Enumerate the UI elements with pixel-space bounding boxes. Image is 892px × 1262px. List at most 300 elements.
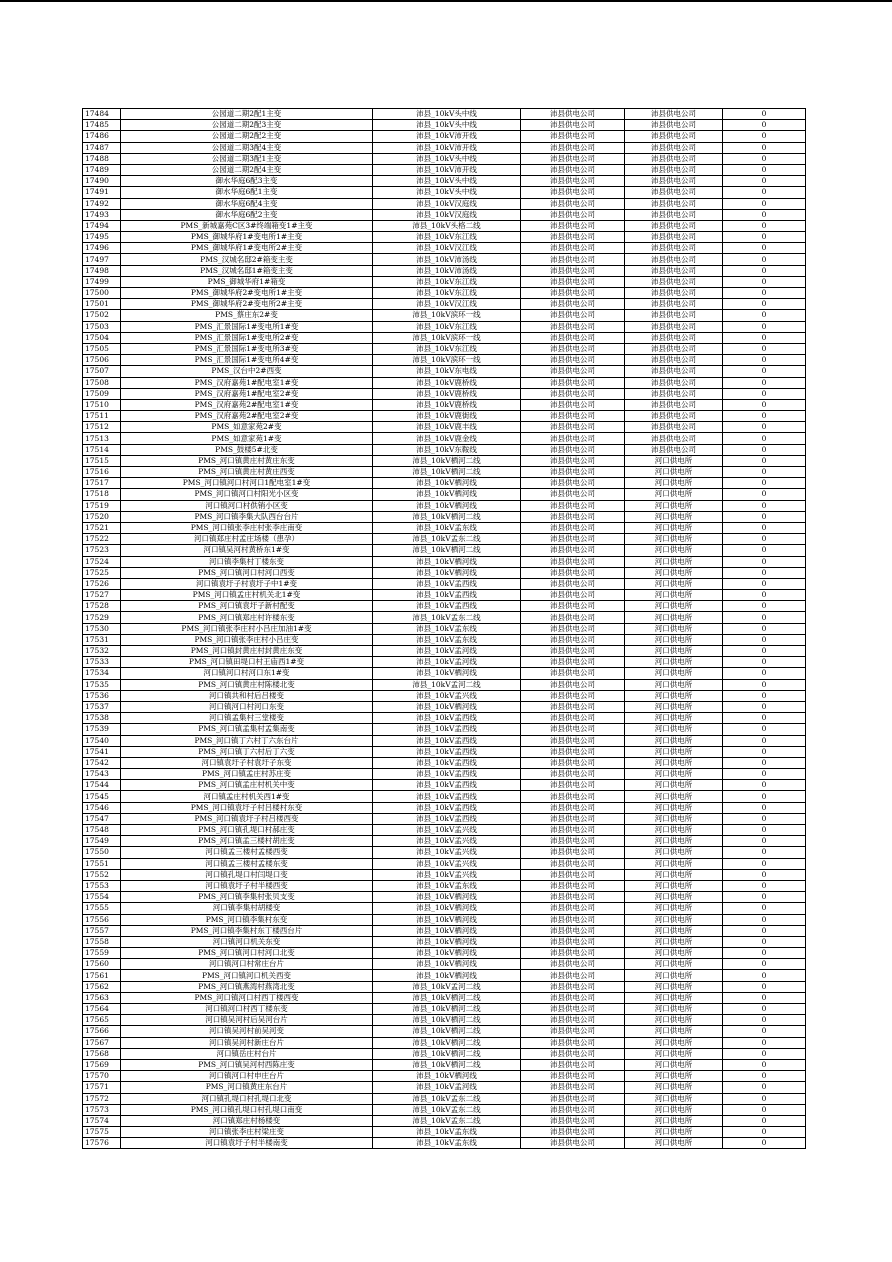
station-cell: 河口供电所 (625, 970, 723, 981)
station-cell: 河口供电所 (625, 545, 723, 556)
feeder-line-cell: 沛县_10kV孟东线 (373, 880, 521, 891)
value-cell: 0 (723, 433, 806, 444)
value-cell: 0 (723, 780, 806, 791)
table-row (83, 399, 806, 410)
value-cell: 0 (723, 735, 806, 746)
transformer-name-cell: PMS_河口镇李集村东变 (121, 914, 373, 925)
transformer-name-cell: 河口镇孔堤口村闫堤口变 (121, 869, 373, 880)
company-cell: 沛县供电公司 (521, 925, 625, 936)
table-row (83, 936, 806, 947)
station-cell: 河口供电所 (625, 489, 723, 500)
transformer-name-cell: 河口镇袁圩子村袁圩子中1#变 (121, 578, 373, 589)
row-id-cell: 17564 (83, 1004, 121, 1015)
company-cell: 沛县供电公司 (521, 254, 625, 265)
row-id-cell: 17495 (83, 232, 121, 243)
feeder-line-cell: 沛县_10kV孟兴线 (373, 836, 521, 847)
feeder-line-cell: 沛县_10kV孟河线 (373, 1082, 521, 1093)
row-id-cell: 17573 (83, 1104, 121, 1115)
station-cell: 河口供电所 (625, 724, 723, 735)
feeder-line-cell: 沛县_10kV孟兴线 (373, 690, 521, 701)
value-cell: 0 (723, 377, 806, 388)
feeder-line-cell: 沛县_10kV栖河线 (373, 936, 521, 947)
company-cell: 沛县供电公司 (521, 1048, 625, 1059)
table-row (83, 590, 806, 601)
feeder-line-cell: 沛县_10kV孟西线 (373, 757, 521, 768)
row-id-cell: 17531 (83, 634, 121, 645)
station-cell: 河口供电所 (625, 1059, 723, 1070)
value-cell: 0 (723, 612, 806, 623)
feeder-line-cell: 沛县_10kV栖河线 (373, 970, 521, 981)
table-row (83, 948, 806, 959)
feeder-line-cell: 沛县_10kV孟兴线 (373, 869, 521, 880)
feeder-line-cell: 沛县_10kV栖河线 (373, 478, 521, 489)
station-cell: 沛县供电公司 (625, 153, 723, 164)
table-row (83, 109, 806, 120)
company-cell: 沛县供电公司 (521, 209, 625, 220)
company-cell: 沛县供电公司 (521, 757, 625, 768)
feeder-line-cell: 沛县_10kV栖河线 (373, 914, 521, 925)
company-cell: 沛县供电公司 (521, 220, 625, 231)
row-id-cell: 17574 (83, 1115, 121, 1126)
feeder-line-cell: 沛县_10kV孟西线 (373, 713, 521, 724)
company-cell: 沛县供电公司 (521, 802, 625, 813)
feeder-line-cell: 沛县_10kV栖河线 (373, 948, 521, 959)
transformer-name-cell: 河口镇孟三楼村孟楼西变 (121, 847, 373, 858)
transformer-name-cell: PMS_河口镇李集村张贝支变 (121, 892, 373, 903)
row-id-cell: 17490 (83, 176, 121, 187)
row-id-cell: 17543 (83, 769, 121, 780)
transformer-name-cell: PMS_河口镇袁圩子村吕楼西变 (121, 813, 373, 824)
value-cell: 0 (723, 590, 806, 601)
row-id-cell: 17487 (83, 142, 121, 153)
value-cell: 0 (723, 265, 806, 276)
feeder-line-cell: 沛县_10kV孟西线 (373, 813, 521, 824)
company-cell: 沛县供电公司 (521, 556, 625, 567)
table-row (83, 1059, 806, 1070)
station-cell: 沛县供电公司 (625, 411, 723, 422)
station-cell: 河口供电所 (625, 1104, 723, 1115)
company-cell: 沛县供电公司 (521, 176, 625, 187)
row-id-cell: 17528 (83, 601, 121, 612)
company-cell: 沛县供电公司 (521, 444, 625, 455)
transformer-name-cell: PMS_河口镇孔堤口村郝庄变 (121, 825, 373, 836)
row-id-cell: 17566 (83, 1026, 121, 1037)
company-cell: 沛县供电公司 (521, 858, 625, 869)
station-cell: 河口供电所 (625, 634, 723, 645)
table-row (83, 836, 806, 847)
feeder-line-cell: 沛县_10kV栖河二线 (373, 1048, 521, 1059)
table-row (83, 1093, 806, 1104)
company-cell: 沛县供电公司 (521, 310, 625, 321)
station-cell: 沛县供电公司 (625, 220, 723, 231)
station-cell: 河口供电所 (625, 836, 723, 847)
company-cell: 沛县供电公司 (521, 500, 625, 511)
feeder-line-cell: 沛县_10kV孟东二线 (373, 534, 521, 545)
table-row (83, 209, 806, 220)
transformer-name-cell: 河口镇吴河村前吴河变 (121, 1026, 373, 1037)
table-row (83, 769, 806, 780)
value-cell: 0 (723, 970, 806, 981)
feeder-line-cell: 沛县_10kV孟兴线 (373, 858, 521, 869)
transformer-name-cell: 河口镇吴河村后吴河台片 (121, 1015, 373, 1026)
station-cell: 河口供电所 (625, 746, 723, 757)
row-id-cell: 17507 (83, 366, 121, 377)
row-id-cell: 17544 (83, 780, 121, 791)
transformer-name-cell: 河口镇孔堤口村孔堤口北变 (121, 1093, 373, 1104)
table-row (83, 1104, 806, 1115)
company-cell: 沛县供电公司 (521, 601, 625, 612)
value-cell: 0 (723, 892, 806, 903)
transformer-name-cell: PMS_御城华府1#变电所1#主变 (121, 232, 373, 243)
table-row (83, 992, 806, 1003)
station-cell: 河口供电所 (625, 690, 723, 701)
feeder-line-cell: 沛县_10kV栖河二线 (373, 1015, 521, 1026)
company-cell: 沛县供电公司 (521, 936, 625, 947)
table-row (83, 187, 806, 198)
company-cell: 沛县供电公司 (521, 769, 625, 780)
transformer-name-cell: 公园道二期3配4主变 (121, 142, 373, 153)
table-row (83, 467, 806, 478)
table-row (83, 1082, 806, 1093)
station-cell: 沛县供电公司 (625, 109, 723, 120)
table-row (83, 1138, 806, 1149)
feeder-line-cell: 沛县_10kV东江线 (373, 343, 521, 354)
value-cell: 0 (723, 936, 806, 947)
company-cell: 沛县供电公司 (521, 959, 625, 970)
table-row (83, 925, 806, 936)
feeder-line-cell: 沛县_10kV汉庭线 (373, 209, 521, 220)
feeder-line-cell: 沛县_10kV孟东线 (373, 1138, 521, 1149)
station-cell: 沛县供电公司 (625, 120, 723, 131)
station-cell: 河口供电所 (625, 791, 723, 802)
company-cell: 沛县供电公司 (521, 522, 625, 533)
transformer-name-cell: 河口镇河口村申庄台片 (121, 1071, 373, 1082)
table-row (83, 657, 806, 668)
row-id-cell: 17556 (83, 914, 121, 925)
company-cell: 沛县供电公司 (521, 780, 625, 791)
value-cell: 0 (723, 153, 806, 164)
row-id-cell: 17514 (83, 444, 121, 455)
value-cell: 0 (723, 981, 806, 992)
value-cell: 0 (723, 399, 806, 410)
value-cell: 0 (723, 858, 806, 869)
row-id-cell: 17536 (83, 690, 121, 701)
company-cell: 沛县供电公司 (521, 243, 625, 254)
company-cell: 沛县供电公司 (521, 1015, 625, 1026)
value-cell: 0 (723, 164, 806, 175)
row-id-cell: 17523 (83, 545, 121, 556)
transformer-name-cell: PMS_河口镇袁圩子村吕楼村东变 (121, 802, 373, 813)
feeder-line-cell: 沛县_10kV滨环一线 (373, 355, 521, 366)
value-cell: 0 (723, 634, 806, 645)
value-cell: 0 (723, 1026, 806, 1037)
row-id-cell: 17509 (83, 388, 121, 399)
company-cell: 沛县供电公司 (521, 332, 625, 343)
transformer-name-cell: PMS_河口镇孔堤口村孔堤口南变 (121, 1104, 373, 1115)
table-row (83, 388, 806, 399)
company-cell: 沛县供电公司 (521, 1082, 625, 1093)
row-id-cell: 17493 (83, 209, 121, 220)
feeder-line-cell: 沛县_10kV鹿街线 (373, 411, 521, 422)
company-cell: 沛县供电公司 (521, 377, 625, 388)
transformer-name-cell: 河口镇郑庄村孟庄场楼（患孕） (121, 534, 373, 545)
company-cell: 沛县供电公司 (521, 478, 625, 489)
transformer-name-cell: PMS_河口镇李集大队西台台片 (121, 511, 373, 522)
station-cell: 沛县供电公司 (625, 254, 723, 265)
row-id-cell: 17557 (83, 925, 121, 936)
table-row (83, 120, 806, 131)
value-cell: 0 (723, 288, 806, 299)
transformer-name-cell: 公园道二期2配4主变 (121, 164, 373, 175)
station-cell: 沛县供电公司 (625, 276, 723, 287)
row-id-cell: 17508 (83, 377, 121, 388)
company-cell: 沛县供电公司 (521, 276, 625, 287)
table-row (83, 142, 806, 153)
feeder-line-cell: 沛县_10kV东江线 (373, 276, 521, 287)
table-row (83, 1015, 806, 1026)
station-cell: 河口供电所 (625, 601, 723, 612)
transformer-name-cell: 御水华庭6配3主变 (121, 176, 373, 187)
row-id-cell: 17502 (83, 310, 121, 321)
company-cell: 沛县供电公司 (521, 467, 625, 478)
transformer-name-cell: PMS_御城华府1#箱变 (121, 276, 373, 287)
row-id-cell: 17526 (83, 578, 121, 589)
value-cell: 0 (723, 1127, 806, 1138)
transformer-name-cell: 河口镇孟集村三堂楼变 (121, 713, 373, 724)
feeder-line-cell: 沛县_10kV汉庭线 (373, 198, 521, 209)
row-id-cell: 17506 (83, 355, 121, 366)
transformer-name-cell: 公园道二期2配1主变 (121, 109, 373, 120)
transformer-name-cell: 河口镇吴河村黄桥东1#变 (121, 545, 373, 556)
row-id-cell: 17489 (83, 164, 121, 175)
table-body (83, 109, 806, 1149)
company-cell: 沛县供电公司 (521, 981, 625, 992)
company-cell: 沛县供电公司 (521, 701, 625, 712)
value-cell: 0 (723, 131, 806, 142)
company-cell: 沛县供电公司 (521, 847, 625, 858)
feeder-line-cell: 沛县_10kV栖河线 (373, 701, 521, 712)
transformer-name-cell: PMS_河口镇孟庄村机关北1#变 (121, 590, 373, 601)
row-id-cell: 17503 (83, 321, 121, 332)
row-id-cell: 17547 (83, 813, 121, 824)
feeder-line-cell: 沛县_10kV栖河二线 (373, 455, 521, 466)
feeder-line-cell: 沛县_10kV孟河二线 (373, 679, 521, 690)
transformer-name-cell: PMS_汉台中2#西变 (121, 366, 373, 377)
value-cell: 0 (723, 455, 806, 466)
transformer-name-cell: 河口镇岳庄村台片 (121, 1048, 373, 1059)
transformer-name-cell: 河口镇吴河村新庄台片 (121, 1037, 373, 1048)
value-cell: 0 (723, 198, 806, 209)
table-row (83, 780, 806, 791)
table-row (83, 813, 806, 824)
station-cell: 河口供电所 (625, 500, 723, 511)
feeder-line-cell: 沛县_10kV头中线 (373, 153, 521, 164)
transformer-name-cell: 河口镇河口村常庄台片 (121, 959, 373, 970)
station-cell: 沛县供电公司 (625, 433, 723, 444)
value-cell: 0 (723, 1115, 806, 1126)
data-table (82, 108, 806, 1149)
station-cell: 河口供电所 (625, 858, 723, 869)
table-row (83, 232, 806, 243)
station-cell: 沛县供电公司 (625, 444, 723, 455)
station-cell: 沛县供电公司 (625, 299, 723, 310)
station-cell: 河口供电所 (625, 735, 723, 746)
transformer-name-cell: PMS_鼓楼5#北变 (121, 444, 373, 455)
transformer-name-cell: PMS_汇景国际1#变电所3#变 (121, 343, 373, 354)
station-cell: 河口供电所 (625, 701, 723, 712)
table-row (83, 332, 806, 343)
row-id-cell: 17522 (83, 534, 121, 545)
transformer-name-cell: 河口镇河口村河口东变 (121, 701, 373, 712)
transformer-name-cell: PMS_河口镇丁六村丁六东台片 (121, 735, 373, 746)
table-row (83, 478, 806, 489)
station-cell: 河口供电所 (625, 813, 723, 824)
row-id-cell: 17486 (83, 131, 121, 142)
station-cell: 沛县供电公司 (625, 388, 723, 399)
table-row (83, 1071, 806, 1082)
company-cell: 沛县供电公司 (521, 791, 625, 802)
row-id-cell: 17551 (83, 858, 121, 869)
company-cell: 沛县供电公司 (521, 153, 625, 164)
transformer-name-cell: PMS_河口镇黄庄东台片 (121, 1082, 373, 1093)
feeder-line-cell: 沛县_10kV孟东二线 (373, 612, 521, 623)
row-id-cell: 17494 (83, 220, 121, 231)
transformer-name-cell: 河口镇河口村河口东1#变 (121, 668, 373, 679)
company-cell: 沛县供电公司 (521, 411, 625, 422)
company-cell: 沛县供电公司 (521, 813, 625, 824)
row-id-cell: 17534 (83, 668, 121, 679)
value-cell: 0 (723, 791, 806, 802)
row-id-cell: 17499 (83, 276, 121, 287)
transformer-name-cell: PMS_河口镇张李庄村小吕庄加油1#变 (121, 623, 373, 634)
feeder-line-cell: 沛县_10kV栖河二线 (373, 1059, 521, 1070)
table-row (83, 690, 806, 701)
feeder-line-cell: 沛县_10kV鹿金线 (373, 433, 521, 444)
feeder-line-cell: 沛县_10kV鹿丰线 (373, 422, 521, 433)
feeder-line-cell: 沛县_10kV沛开线 (373, 164, 521, 175)
company-cell: 沛县供电公司 (521, 187, 625, 198)
station-cell: 沛县供电公司 (625, 198, 723, 209)
feeder-line-cell: 沛县_10kV栖河线 (373, 903, 521, 914)
transformer-name-cell: PMS_河口镇吴河村西陈庄变 (121, 1059, 373, 1070)
transformer-name-cell: PMS_河口镇郑庄村许楼东变 (121, 612, 373, 623)
row-id-cell: 17568 (83, 1048, 121, 1059)
row-id-cell: 17562 (83, 981, 121, 992)
station-cell: 河口供电所 (625, 959, 723, 970)
company-cell: 沛县供电公司 (521, 825, 625, 836)
station-cell: 河口供电所 (625, 769, 723, 780)
feeder-line-cell: 沛县_10kV孟东二线 (373, 1104, 521, 1115)
station-cell: 河口供电所 (625, 802, 723, 813)
table-row (83, 903, 806, 914)
station-cell: 河口供电所 (625, 780, 723, 791)
station-cell: 河口供电所 (625, 892, 723, 903)
transformer-name-cell: PMS_河口镇河口村河口1配电室1#变 (121, 478, 373, 489)
table-row (83, 299, 806, 310)
company-cell: 沛县供电公司 (521, 657, 625, 668)
transformer-name-cell: 公园道二期2配3主变 (121, 120, 373, 131)
row-id-cell: 17576 (83, 1138, 121, 1149)
row-id-cell: 17553 (83, 880, 121, 891)
row-id-cell: 17516 (83, 467, 121, 478)
table-row (83, 981, 806, 992)
transformer-name-cell: 河口镇李集村胡楼变 (121, 903, 373, 914)
company-cell: 沛县供电公司 (521, 109, 625, 120)
company-cell: 沛县供电公司 (521, 1104, 625, 1115)
row-id-cell: 17517 (83, 478, 121, 489)
feeder-line-cell: 沛县_10kV栖河线 (373, 500, 521, 511)
feeder-line-cell: 沛县_10kV头中线 (373, 109, 521, 120)
table-row (83, 713, 806, 724)
station-cell: 沛县供电公司 (625, 399, 723, 410)
value-cell: 0 (723, 903, 806, 914)
company-cell: 沛县供电公司 (521, 623, 625, 634)
company-cell: 沛县供电公司 (521, 914, 625, 925)
company-cell: 沛县供电公司 (521, 567, 625, 578)
table-row (83, 1115, 806, 1126)
row-id-cell: 17555 (83, 903, 121, 914)
value-cell: 0 (723, 411, 806, 422)
company-cell: 沛县供电公司 (521, 422, 625, 433)
station-cell: 河口供电所 (625, 455, 723, 466)
company-cell: 沛县供电公司 (521, 142, 625, 153)
row-id-cell: 17571 (83, 1082, 121, 1093)
row-id-cell: 17525 (83, 567, 121, 578)
transformer-name-cell: PMS_如意家苑2#变 (121, 422, 373, 433)
station-cell: 河口供电所 (625, 478, 723, 489)
table-row (83, 343, 806, 354)
table-row (83, 164, 806, 175)
feeder-line-cell: 沛县_10kV鹿桥线 (373, 377, 521, 388)
feeder-line-cell: 沛县_10kV沛开线 (373, 142, 521, 153)
table-row (83, 131, 806, 142)
transformer-name-cell: 公园道二期2配2主变 (121, 131, 373, 142)
table-row (83, 880, 806, 891)
value-cell: 0 (723, 232, 806, 243)
table-row (83, 422, 806, 433)
value-cell: 0 (723, 869, 806, 880)
company-cell: 沛县供电公司 (521, 355, 625, 366)
table-row (83, 556, 806, 567)
transformer-name-cell: 河口镇共和村后吕楼变 (121, 690, 373, 701)
company-cell: 沛县供电公司 (521, 299, 625, 310)
row-id-cell: 17532 (83, 646, 121, 657)
table-row (83, 601, 806, 612)
station-cell: 河口供电所 (625, 936, 723, 947)
feeder-line-cell: 沛县_10kV孟东二线 (373, 1093, 521, 1104)
feeder-line-cell: 沛县_10kV栖河线 (373, 668, 521, 679)
feeder-line-cell: 沛县_10kV孟西线 (373, 590, 521, 601)
company-cell: 沛县供电公司 (521, 992, 625, 1003)
company-cell: 沛县供电公司 (521, 534, 625, 545)
feeder-line-cell: 沛县_10kV东电线 (373, 366, 521, 377)
feeder-line-cell: 沛县_10kV孟东线 (373, 1127, 521, 1138)
transformer-name-cell: PMS_汉府嘉苑2#配电室2#变 (121, 411, 373, 422)
transformer-name-cell: PMS_河口镇燕湾村燕湾北变 (121, 981, 373, 992)
value-cell: 0 (723, 601, 806, 612)
transformer-name-cell: PMS_蔡庄东2#变 (121, 310, 373, 321)
transformer-name-cell: PMS_御城华府2#变电所1#主变 (121, 288, 373, 299)
value-cell: 0 (723, 467, 806, 478)
transformer-name-cell: PMS_汇景国际1#变电所2#变 (121, 332, 373, 343)
transformer-name-cell: PMS_御城华府2#变电所2#主变 (121, 299, 373, 310)
feeder-line-cell: 沛县_10kV沛汤线 (373, 254, 521, 265)
company-cell: 沛县供电公司 (521, 869, 625, 880)
table-row (83, 757, 806, 768)
table-row (83, 1037, 806, 1048)
value-cell: 0 (723, 366, 806, 377)
station-cell: 河口供电所 (625, 1048, 723, 1059)
